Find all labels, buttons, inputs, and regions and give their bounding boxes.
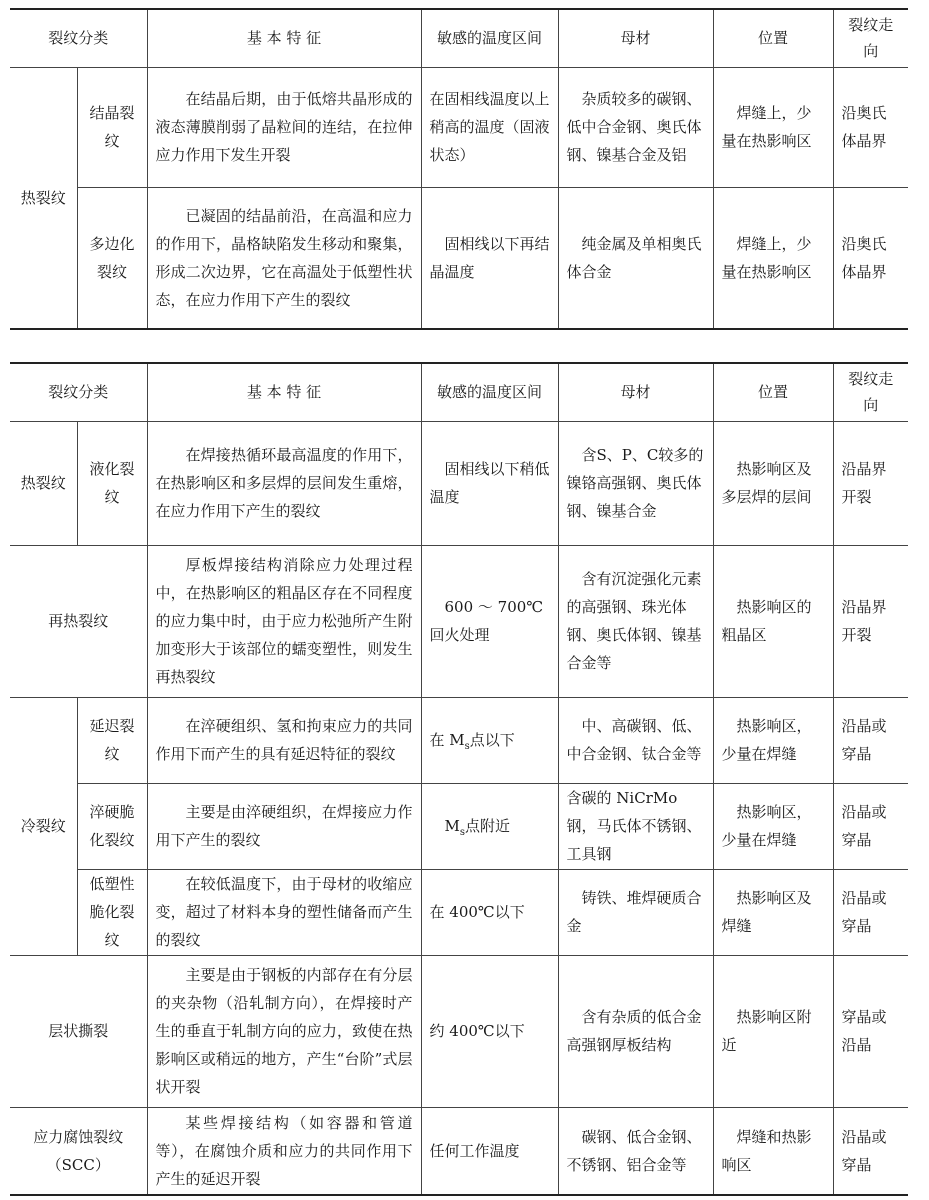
header-base-metal: 母材 — [558, 363, 713, 421]
header-temperature: 敏感的温度区间 — [421, 9, 558, 67]
feature-cell: 主要是由于钢板的内部存在有分层的夹杂物（沿轧制方向），在焊接时产生的垂直于轧制方向的应力，致使在热影响区或稍远的地方，产生“台阶”式层状开裂 — [147, 955, 421, 1107]
direction-cell: 沿晶或穿晶 — [833, 1107, 908, 1195]
header-position: 位置 — [713, 363, 833, 421]
position-cell: 焊缝上，少量在热影响区 — [713, 187, 833, 329]
base-metal-cell: 含S、P、C较多的镍铬高强钢、奥氏体钢、镍基合金 — [558, 421, 713, 545]
direction-cell: 沿奥氏体晶界 — [833, 187, 908, 329]
subtype-cell: 结晶裂纹 — [77, 67, 147, 187]
subtype-cell: 淬硬脆化裂纹 — [77, 783, 147, 869]
position-cell: 热影响区及多层焊的层间 — [713, 421, 833, 545]
temperature-cell: 任何工作温度 — [421, 1107, 558, 1195]
position-cell: 热影响区及焊缝 — [713, 869, 833, 955]
position-cell: 热影响区附近 — [713, 955, 833, 1107]
header-row — [10, 9, 908, 67]
temperature-prefix: 在 M — [429, 731, 465, 749]
group-lamellar-tearing: 层状撕裂 — [10, 955, 147, 1107]
table-row — [10, 187, 908, 329]
feature-cell: 某些焊接结构（如容器和管道等），在腐蚀介质和应力的共同作用下产生的延迟开裂 — [147, 1107, 421, 1195]
temperature-suffix: 点以下 — [469, 731, 515, 749]
table-row — [10, 1107, 908, 1195]
base-metal-cell: 纯金属及单相奥氏体合金 — [558, 187, 713, 329]
temperature-cell: 约 400℃以下 — [421, 955, 558, 1107]
direction-cell: 沿奥氏体晶界 — [833, 67, 908, 187]
feature-cell: 已凝固的结晶前沿，在高温和应力的作用下，晶格缺陷发生移动和聚集，形成二次边界，它在高温处于低塑性状态，在应力作用下产生的裂纹 — [147, 187, 421, 329]
header-direction: 裂纹走向 — [833, 9, 908, 67]
temperature-subscript: s — [459, 827, 466, 838]
group-cold-crack: 冷裂纹 — [10, 697, 77, 955]
header-base-metal: 母材 — [558, 9, 713, 67]
feature-cell: 在焊接热循环最高温度的作用下，在热影响区和多层焊的层间发生重熔，在应力作用下产生的裂纹 — [147, 421, 421, 545]
temperature-cell: 固相线以下稍低温度 — [421, 421, 558, 545]
direction-cell: 穿晶或沿晶 — [833, 955, 908, 1107]
table-row — [10, 697, 908, 783]
header-feature: 基 本 特 征 — [147, 363, 421, 421]
group-hot-crack: 热裂纹 — [10, 67, 77, 329]
base-metal-cell: 含有沉淀强化元素的高强钢、珠光体钢、奥氏体钢、镍基合金等 — [558, 545, 713, 697]
subtype-cell: 多边化裂纹 — [77, 187, 147, 329]
base-metal-cell: 中、高碳钢、低、中合金钢、钛合金等 — [558, 697, 713, 783]
header-classification: 裂纹分类 — [10, 9, 147, 67]
position-cell: 热影响区，少量在焊缝 — [713, 697, 833, 783]
table-row — [10, 545, 908, 697]
position-cell: 热影响区的粗晶区 — [713, 545, 833, 697]
base-metal-cell: 铸铁、堆焊硬质合金 — [558, 869, 713, 955]
temperature-prefix: M — [444, 817, 460, 835]
table-row — [10, 955, 908, 1107]
header-classification: 裂纹分类 — [10, 363, 147, 421]
feature-cell: 在淬硬组织、氢和拘束应力的共同作用下而产生的具有延迟特征的裂纹 — [147, 697, 421, 783]
base-metal-cell: 含有杂质的低合金高强钢厚板结构 — [558, 955, 713, 1107]
table-row — [10, 869, 908, 955]
direction-cell: 沿晶界开裂 — [833, 545, 908, 697]
table-row — [10, 421, 908, 545]
temperature-cell: 固相线以下再结晶温度 — [421, 187, 558, 329]
temperature-subscript: s — [464, 741, 470, 752]
group-stress-corrosion: 应力腐蚀裂纹（SCC） — [10, 1107, 147, 1195]
temperature-cell: 600 ～ 700℃回火处理 — [421, 545, 558, 697]
direction-cell: 沿晶或穿晶 — [833, 783, 908, 869]
group-reheat-crack: 再热裂纹 — [10, 545, 147, 697]
group-hot-crack: 热裂纹 — [10, 421, 77, 545]
direction-cell: 沿晶或穿晶 — [833, 869, 908, 955]
subtype-cell: 液化裂纹 — [77, 421, 147, 545]
position-cell: 焊缝和热影响区 — [713, 1107, 833, 1195]
temperature-suffix: 点附近 — [465, 817, 511, 835]
base-metal-cell: 碳钢、低合金钢、不锈钢、铝合金等 — [558, 1107, 713, 1195]
temperature-cell — [421, 697, 558, 783]
header-direction: 裂纹走向 — [833, 363, 908, 421]
direction-cell: 沿晶或穿晶 — [833, 697, 908, 783]
feature-cell: 在较低温度下，由于母材的收缩应变，超过了材料本身的塑性储备而产生的裂纹 — [147, 869, 421, 955]
base-metal-cell: 杂质较多的碳钢、低中合金钢、奥氏体钢、镍基合金及铝 — [558, 67, 713, 187]
position-cell: 焊缝上，少量在热影响区 — [713, 67, 833, 187]
temperature-cell: 在 400℃以下 — [421, 869, 558, 955]
subtype-cell: 延迟裂纹 — [77, 697, 147, 783]
feature-cell: 主要是由淬硬组织，在焊接应力作用下产生的裂纹 — [147, 783, 421, 869]
subtype-cell: 低塑性脆化裂纹 — [77, 869, 147, 955]
header-feature: 基 本 特 征 — [147, 9, 421, 67]
feature-cell: 在结晶后期，由于低熔共晶形成的液态薄膜削弱了晶粒间的连结，在拉伸应力作用下发生开裂 — [147, 67, 421, 187]
header-row — [10, 363, 908, 421]
table-row — [10, 783, 908, 869]
temperature-cell: 在固相线温度以上稍高的温度（固液状态） — [421, 67, 558, 187]
temperature-cell — [421, 783, 558, 869]
header-position: 位置 — [713, 9, 833, 67]
table-row — [10, 67, 908, 187]
crack-table-hot-1 — [10, 8, 908, 330]
direction-cell: 沿晶界开裂 — [833, 421, 908, 545]
feature-cell: 厚板焊接结构消除应力处理过程中，在热影响区的粗晶区存在不同程度的应力集中时，由于应力松弛所产生附加变形大于该部位的蠕变塑性，则发生再热裂纹 — [147, 545, 421, 697]
base-metal-cell: 含碳的 NiCrMo 钢，马氏体不锈钢、工具钢 — [558, 783, 713, 869]
crack-table-2 — [10, 362, 908, 1196]
header-temperature: 敏感的温度区间 — [421, 363, 558, 421]
position-cell: 热影响区，少量在焊缝 — [713, 783, 833, 869]
